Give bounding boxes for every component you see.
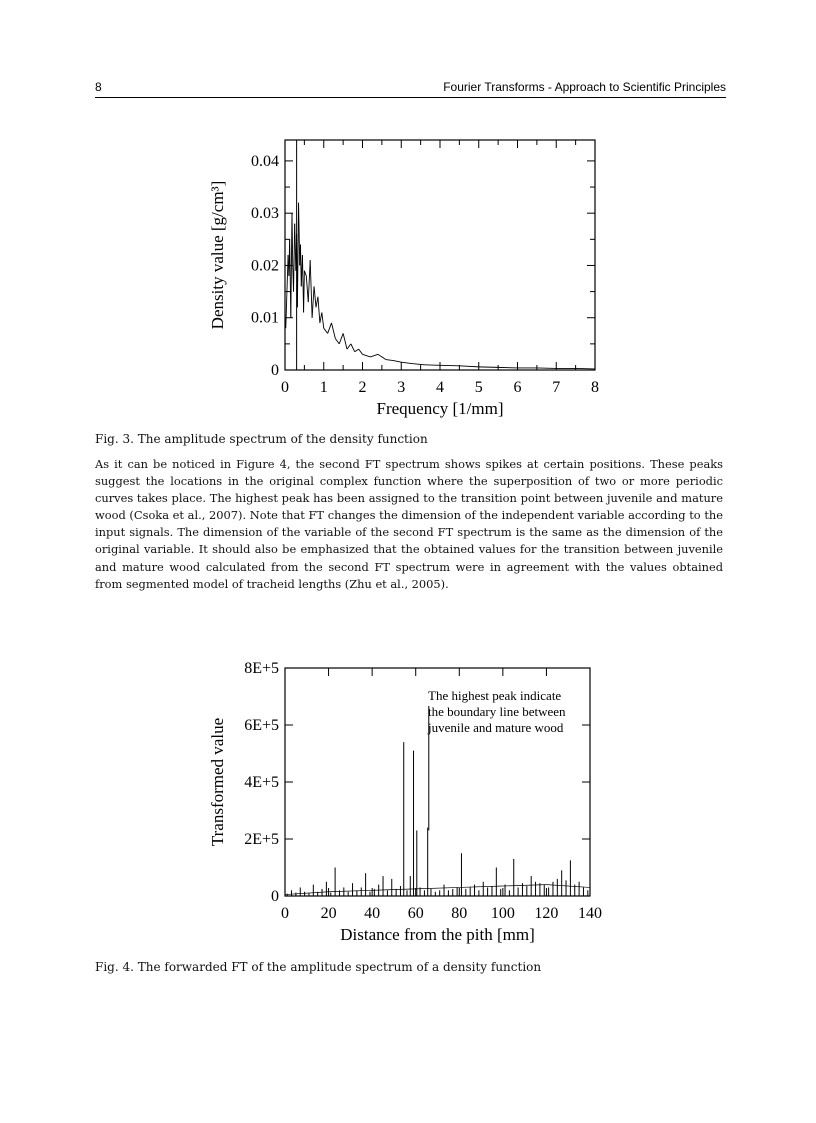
x-tick-label: 4 <box>436 379 444 396</box>
data-segment <box>479 367 498 368</box>
data-segment <box>413 364 425 365</box>
x-tick-label: 6 <box>513 379 522 396</box>
annotation-line-2: the boundary line between <box>428 704 566 719</box>
data-segment <box>440 365 459 366</box>
series-0 <box>287 742 588 896</box>
x-tick-label: 140 <box>578 905 602 922</box>
data-segment <box>359 349 363 354</box>
data-segment <box>425 365 441 366</box>
x-axis-label: Distance from the pith [mm] <box>340 925 535 944</box>
data-segment <box>314 286 316 307</box>
x-tick-label: 0 <box>281 905 289 922</box>
y-tick-label: 2E+5 <box>244 831 279 848</box>
y-tick-label: 0.04 <box>251 152 279 170</box>
figure-4-chart <box>0 650 816 950</box>
x-tick-label: 100 <box>490 905 515 922</box>
data-segment <box>297 203 298 308</box>
data-segment <box>576 368 595 369</box>
plot-frame <box>285 140 595 370</box>
data-segment <box>306 276 308 302</box>
y-axis-label: Transformed value <box>208 717 227 847</box>
figure-3-chart <box>0 0 816 430</box>
running-title: Fourier Transforms - Approach to Scientific Principles <box>443 80 726 94</box>
y-axis-label: Density value [g/cm³] <box>208 180 227 330</box>
data-segment <box>459 366 478 367</box>
data-segment <box>355 349 359 352</box>
body-paragraph: As it can be noticed in Figure 4, the second FT spectrum shows spikes at certain positions. These peaks suggest the locations in the original complex function where the superposition of two or more periodic curves takes place. The highest peak has been assigned to the transition point between juvenile and mature wood (Csoka et al., 2007). Note that FT changes the dimension of the independent variable according to the input signals. The dimension of the variable of the second FT spectrum is the same as the dimension of the original variable. It should also be emphasized that the obtained values for the transition between juvenile and mature wood calculated from the second FT spectrum were in agreement with the values obtained from segmented model of tracheid lengths (Zhu et al., 2005). <box>95 457 723 591</box>
data-segment <box>537 368 556 369</box>
data-segment <box>322 313 324 329</box>
x-tick-label: 120 <box>534 905 559 922</box>
data-segment <box>339 333 343 343</box>
data-segment <box>328 323 332 333</box>
data-segment <box>498 367 517 368</box>
data-segment <box>299 203 300 266</box>
x-tick-label: 80 <box>451 905 468 922</box>
figure-3-caption: Fig. 3. The amplitude spectrum of the density function <box>95 432 428 446</box>
series-0 <box>286 203 595 369</box>
x-tick-label: 7 <box>552 379 561 396</box>
x-tick-label: 3 <box>397 379 406 396</box>
data-segment <box>347 344 351 349</box>
y-tick-label: 0.02 <box>251 257 279 275</box>
y-tick-label: 4E+5 <box>244 774 279 791</box>
annotation-line-3: juvenile and mature wood <box>428 720 564 735</box>
data-segment <box>386 360 394 361</box>
data-segment <box>394 361 402 363</box>
x-tick-label: 0 <box>281 379 289 396</box>
data-segment <box>343 333 347 349</box>
data-segment <box>310 260 312 318</box>
x-axis-label: Frequency [1/mm] <box>376 399 504 418</box>
data-segment <box>292 213 293 265</box>
annotation-line-1: The highest peak indicate <box>428 688 562 703</box>
y-tick-label: 0 <box>271 888 279 905</box>
data-segment <box>318 297 320 323</box>
x-tick-label: 2 <box>358 379 367 396</box>
x-tick-label: 40 <box>364 905 381 922</box>
data-segment <box>308 260 310 302</box>
data-segment <box>312 286 314 317</box>
data-segment <box>416 887 460 888</box>
x-tick-label: 20 <box>320 905 337 922</box>
x-tick-label: 8 <box>591 379 599 396</box>
data-segment <box>324 328 328 333</box>
data-segment <box>304 271 305 313</box>
data-segment <box>320 313 322 323</box>
x-tick-label: 5 <box>474 379 483 396</box>
figure-4-caption: Fig. 4. The forwarded FT of the amplitude spectrum of a density function <box>95 960 542 974</box>
data-segment <box>286 292 287 329</box>
data-segment <box>370 354 378 357</box>
data-segment <box>401 362 413 364</box>
data-segment <box>363 354 371 357</box>
y-tick-label: 0.01 <box>251 309 279 327</box>
data-segment <box>351 344 355 352</box>
y-tick-label: 6E+5 <box>244 717 279 734</box>
y-tick-label: 0 <box>271 362 279 379</box>
page-number: 8 <box>95 80 102 94</box>
x-tick-label: 60 <box>407 905 424 922</box>
data-segment <box>378 354 386 359</box>
y-tick-label: 0.03 <box>251 205 279 223</box>
data-segment <box>332 323 336 339</box>
y-tick-label: 8E+5 <box>244 660 279 677</box>
x-tick-label: 1 <box>319 379 328 396</box>
data-segment <box>335 339 339 344</box>
